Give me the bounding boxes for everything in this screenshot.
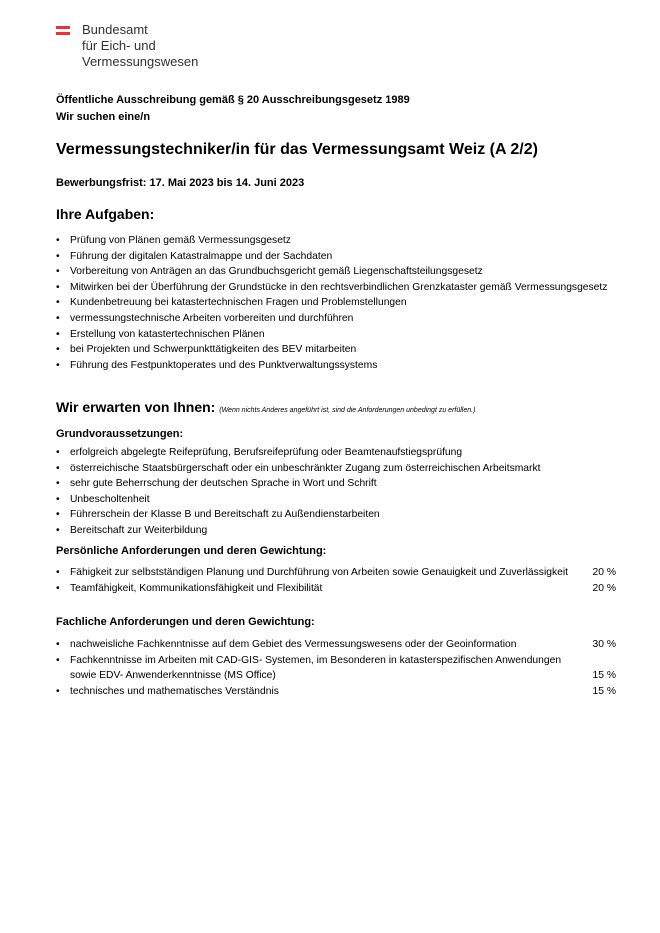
list-item: [56, 565, 616, 581]
list-item: [56, 684, 616, 700]
list-item: • Mitwirken bei der Überführung der Grundstücke in den rechtsverbindlichen Grenzkataster gemäß Vermessungsgesetz: [56, 280, 616, 296]
technical-requirements-list: [56, 637, 616, 699]
austrian-flag-icon: [56, 26, 70, 35]
personal-requirements-list: [56, 565, 616, 596]
weight-percent: 15 %: [592, 670, 616, 682]
list-item: [56, 581, 616, 597]
org-name-line: für Eich- und: [82, 38, 156, 53]
list-item: • sehr gute Beherrschung der deutschen Sprache in Wort und Schrift: [56, 476, 616, 492]
list-item: • Bereitschaft zur Weiterbildung: [56, 523, 616, 539]
list-item: • erfolgreich abgelegte Reifeprüfung, Berufsreifeprüfung oder Beamtenaufstiegsprüfung: [56, 445, 616, 461]
requirement-text: • Teamfähigkeit, Kommunikationsfähigkeit und Flexibilität: [70, 582, 323, 594]
list-item: [56, 653, 616, 684]
weight-percent: 20 %: [592, 567, 616, 578]
technical-requirements-heading: Fachliche Anforderungen und deren Gewichtung:: [56, 616, 315, 628]
intro-line: Wir suchen eine/n: [56, 111, 151, 123]
intro: [56, 92, 410, 126]
org-name-line: Bundesamt: [82, 22, 148, 37]
job-title: Vermessungstechniker/in für das Vermessungsamt Weiz (A 2/2): [56, 141, 538, 158]
personal-requirements-heading: Persönliche Anforderungen und deren Gewichtung:: [56, 545, 327, 557]
list-item: • österreichische Staatsbürgerschaft oder ein unbeschränkter Zugang zum österreichischen Arbeitsmarkt: [56, 461, 616, 477]
tasks-heading: Ihre Aufgaben:: [56, 206, 155, 222]
basic-requirements-list: [56, 445, 616, 539]
application-deadline: Bewerbungsfrist: 17. Mai 2023 bis 14. Juni 2023: [56, 177, 305, 189]
intro-line: Öffentliche Ausschreibung gemäß § 20 Ausschreibungsgesetz 1989: [56, 94, 410, 106]
list-item: • Führerschein der Klasse B und Bereitschaft zu Außendienstarbeiten: [56, 507, 616, 523]
list-item: • bei Projekten und Schwerpunkttätigkeiten des BEV mitarbeiten: [56, 342, 616, 358]
list-item: • Unbescholtenheit: [56, 492, 616, 508]
expectations-note: (Wenn nichts Anderes angeführt ist, sind die Anforderungen unbedingt zu erfüllen.): [219, 407, 476, 414]
org-name-line: Vermessungswesen: [82, 54, 199, 69]
list-item: • Prüfung von Plänen gemäß Vermessungsgesetz: [56, 233, 616, 249]
requirement-text: • Fachkenntnisse im Arbeiten mit CAD-GIS- Systemen, im Besonderen in katasterspezifischen Anwendungen sowie EDV- Anwenderkenntnisse (MS Office): [70, 654, 562, 682]
requirement-text: • Fähigkeit zur selbstständigen Planung und Durchführung von Arbeiten sowie Genauigkeit und Zuverlässigkeit: [70, 567, 568, 578]
expectations-heading: [56, 399, 475, 415]
weight-percent: 15 %: [592, 685, 616, 697]
list-item: • Führung des Festpunktoperates und des Punktverwaltungssystems: [56, 358, 616, 374]
weight-percent: 20 %: [592, 582, 616, 594]
weight-percent: 30 %: [592, 639, 616, 650]
org-name: [82, 22, 282, 70]
list-item: • Kundenbetreuung bei katastertechnischen Fragen und Problemstellungen: [56, 295, 616, 311]
list-item: • Vorbereitung von Anträgen an das Grundbuchsgericht gemäß Liegenschaftsteilungsgesetz: [56, 264, 616, 280]
list-item: • Erstellung von katastertechnischen Plänen: [56, 327, 616, 343]
list-item: [56, 637, 616, 653]
tasks-list: [56, 233, 616, 373]
requirement-text: • technisches und mathematisches Verständnis: [70, 685, 279, 697]
basic-requirements-heading: Grundvoraussetzungen:: [56, 428, 184, 440]
requirement-text: • nachweisliche Fachkenntnisse auf dem Gebiet des Vermessungswesens oder der Geoinformation: [70, 639, 517, 650]
list-item: • vermessungstechnische Arbeiten vorbereiten und durchführen: [56, 311, 616, 327]
list-item: • Führung der digitalen Katastralmappe und der Sachdaten: [56, 249, 616, 265]
expectations-title: Wir erwarten von Ihnen:: [56, 399, 216, 415]
